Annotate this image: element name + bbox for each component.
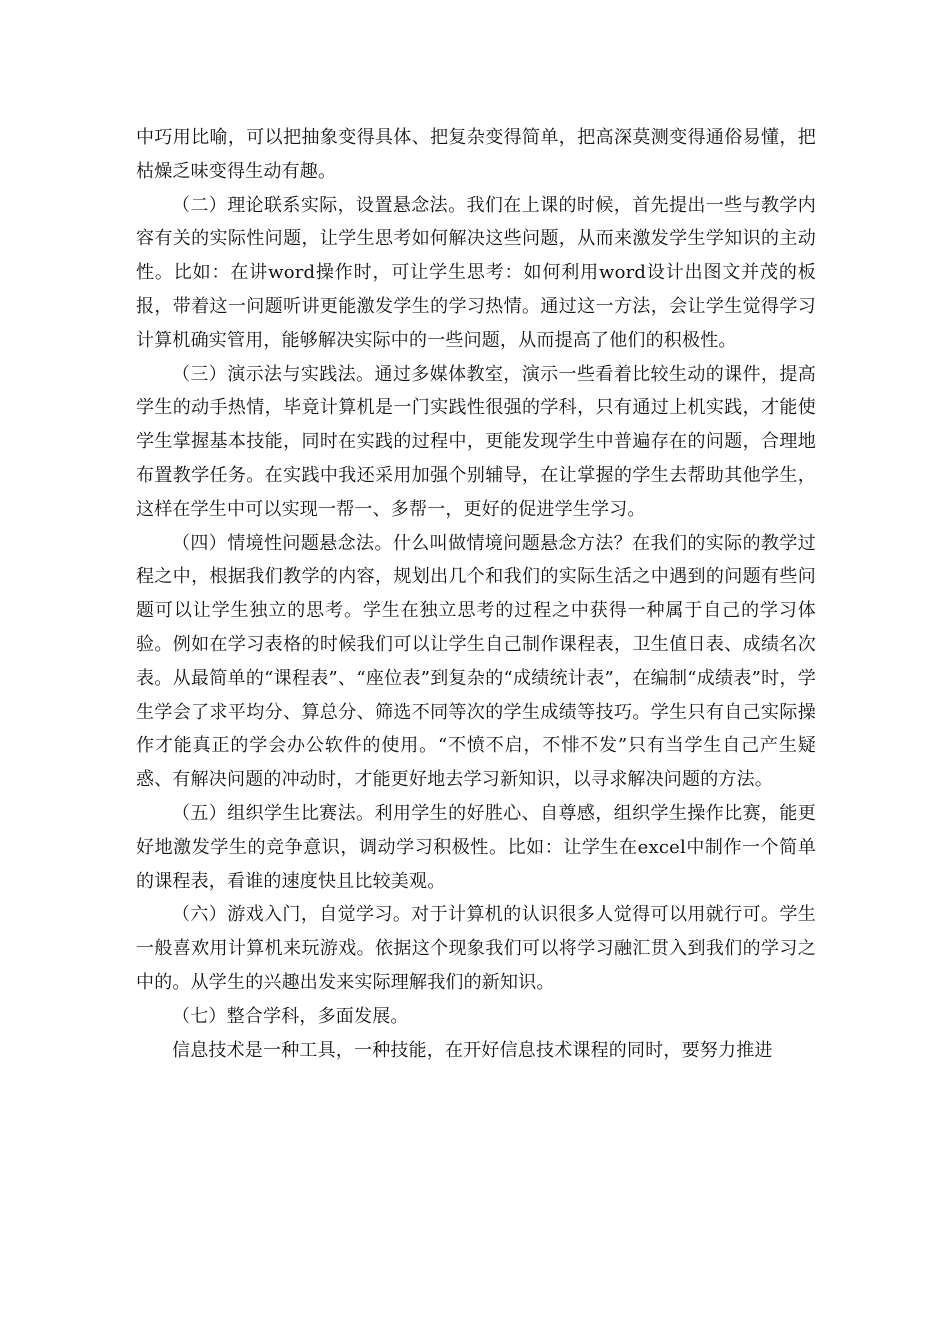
paragraph-information-technology: 信息技术是一种工具，一种技能，在开好信息技术课程的同时，要努力推进 [172, 1039, 773, 1061]
paragraph-games: （六）游戏入门，自觉学习。对于计算机的认识很多人觉得可以用就行可。学生一般喜欢用计算机来玩游戏。依据这个现象我们可以将学习融汇贯入到我们的学习之中的。从学生的兴趣出发来实际理解我们的新知识。 [136, 904, 816, 993]
paragraph-integration-heading: （七）整合学科，多面发展。 [172, 1005, 409, 1027]
paragraph-continuation: 中巧用比喻，可以把抽象变得具体、把复杂变得简单，把高深莫测变得通俗易懂，把枯燥乏味变得生动有趣。 [136, 127, 816, 182]
paragraph-theory-practice: （二）理论联系实际，设置悬念法。我们在上课的时候，首先提出一些与教学内容有关的实际性问题，让学生思考如何解决这些问题，从而来激发学生学知识的主动性。比如：在讲word操作时，可让学生思考：如何利用word设计出图文并茂的板报，带着这一问题听讲更能激发学生的学习热情。通过这一方法，会让学生觉得学习计算机确实管用，能够解决实际中的一些问题，从而提高了他们的积极性。 [136, 194, 816, 351]
paragraph-competition: （五）组织学生比赛法。利用学生的好胜心、自尊感，组织学生操作比赛，能更好地激发学生的竞争意识，调动学习积极性。比如：让学生在excel中制作一个简单的课程表，看谁的速度快且比较美观。 [136, 802, 816, 892]
document-body [136, 121, 816, 1067]
paragraph-demonstration-practice: （三）演示法与实践法。通过多媒体教室，演示一些看着比较生动的课件，提高学生的动手热情，毕竟计算机是一门实践性很强的学科，只有通过上机实践，才能使学生掌握基本技能，同时在实践的过程中，更能发现学生中普遍存在的问题，合理地布置教学任务。在实践中我还采用加强个别辅导，在让掌握的学生去帮助其他学生，这样在学生中可以实现一帮一、多帮一，更好的促进学生学习。 [136, 363, 816, 520]
paragraph-situational-questions: （四）情境性问题悬念法。什么叫做情境问题悬念方法？在我们的实际的教学过程之中，根据我们教学的内容，规划出几个和我们的实际生活之中遇到的问题有些问题可以让学生独立的思考。学生在独立思考的过程之中获得一种属于自己的学习体验。例如在学习表格的时候我们可以让学生自己制作课程表，卫生值日表、成绩名次表。从最简单的“课程表”、“座位表”到复杂的“成绩统计表”，在编制“成绩表”时，学生学会了求平均分、算总分、筛选不同等次的学生成绩等技巧。学生只有自己实际操作才能真正的学会办公软件的使用。“不愤不启，不悱不发”只有当学生自己产生疑惑、有解决问题的冲动时，才能更好地去学习新知识，以寻求解决问题的方法。 [136, 532, 816, 791]
